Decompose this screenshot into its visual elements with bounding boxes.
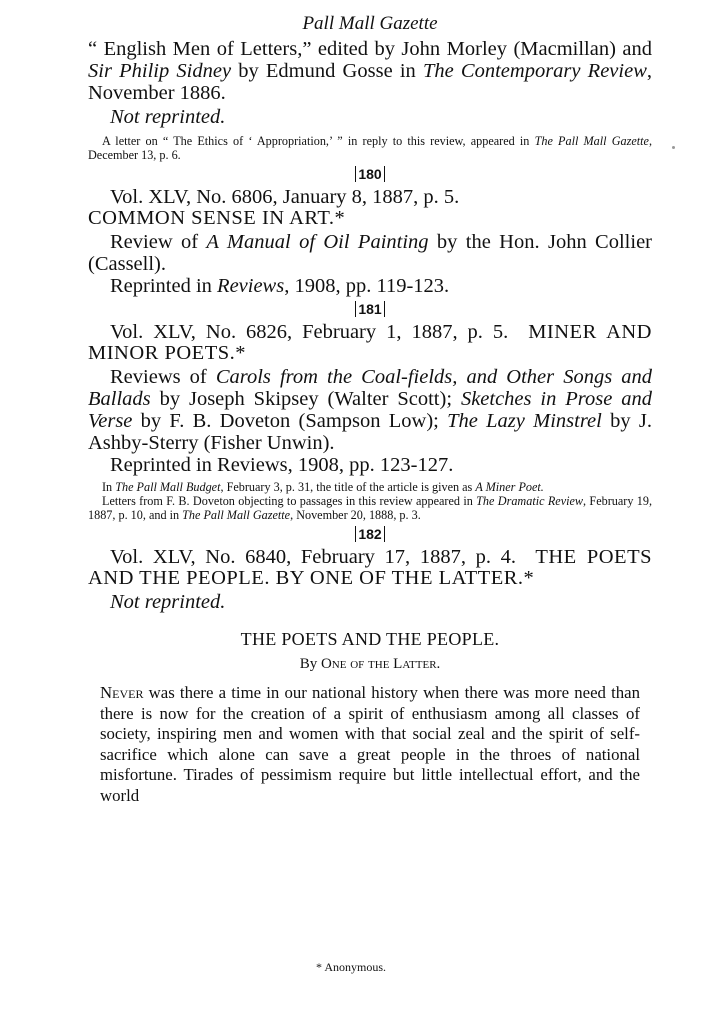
entry-181-reprint: Reprinted in Reviews, 1908, pp. 123-127.	[110, 454, 454, 476]
entry-180-body	[88, 231, 652, 275]
byline-author: One of the Latter.	[320, 656, 441, 672]
entry-head-text: Vol. XLV, No. 6840, February 17, 1887, p. 4.	[110, 546, 517, 568]
entry-title-text: THE POETS AND THE PEOPLE. BY ONE OF THE LATTER.*	[88, 546, 652, 589]
article-first-word: Never	[100, 683, 144, 702]
entry-181-note-1	[88, 480, 652, 494]
article-title: THE POETS AND THE PEOPLE.	[240, 629, 500, 649]
status-text: Not reprinted.	[110, 591, 226, 613]
title-segment: Reviews	[217, 275, 285, 297]
text-segment: , November 1886.	[88, 60, 652, 104]
text-segment: Reviews of	[110, 366, 216, 388]
title-segment: The Lazy Minstrel	[447, 410, 602, 432]
text-segment: “ English Men of Letters,” edited by John Morley (Macmillan) and	[88, 38, 652, 60]
entry-number-label: 182	[355, 526, 384, 542]
entry-180-head	[88, 187, 652, 208]
article-body-text: was there a time in our national history when there was more need than there is now for the creation of a spirit of enthusiasm among all classes of society, inspiring men and women with that social zeal and the spirit of self-sacrifice which alone can save a great people in the throes of national misfortune. Tirades of pessimism require but little intellectual effort, and the world	[100, 683, 640, 805]
entry-head-text: Vol. XLV, No. 6826, February 1, 1887, p. 5.	[110, 321, 509, 343]
title-segment: The Dramatic Review	[476, 494, 584, 508]
title-segment: A Miner Poet.	[475, 480, 544, 494]
entry-number-label: 181	[355, 301, 384, 317]
entry-number	[88, 298, 652, 321]
title-segment: Sir Philip Sidney	[88, 60, 232, 82]
page	[88, 12, 652, 806]
entry-title-text: MINER AND MINOR POETS.*	[88, 321, 652, 364]
text-segment: A letter on “ The Ethics of ‘ Appropriation,’ ” in reply to this review, appeared in	[102, 134, 535, 148]
text-segment: by Joseph Skipsey (Walter Scott);	[150, 388, 461, 410]
entry-179-body	[88, 38, 652, 104]
footnote: * Anonymous.	[315, 960, 386, 974]
entry-number	[88, 523, 652, 546]
title-segment: A Manual of Oil Painting	[206, 231, 429, 253]
text-segment: by Edmund Gosse in	[231, 60, 423, 82]
entry-182-status	[88, 591, 652, 613]
byline-by: By	[299, 656, 321, 672]
entry-181-head	[88, 322, 652, 364]
text-segment: by the Hon. John Collier (Cassell).	[88, 231, 652, 275]
stray-mark	[672, 146, 675, 149]
entry-head-text: Vol. XLV, No. 6806, January 8, 1887, p. 5.	[110, 186, 460, 208]
entry-180-reprint	[88, 275, 652, 297]
title-segment: The Contemporary Review	[422, 60, 647, 82]
entry-180-title: COMMON SENSE IN ART.*	[88, 207, 346, 229]
text-segment: by J. Ashby-Sterry (Fisher Unwin).	[88, 410, 652, 454]
title-segment: Sketches in Prose and Verse	[88, 388, 652, 432]
entry-179-note	[88, 134, 652, 162]
title-segment: The Pall Mall Gazette	[182, 508, 291, 522]
text-segment: In	[102, 480, 116, 494]
entry-179-status	[88, 106, 652, 128]
entry-number-label: 180	[355, 166, 384, 182]
text-segment: , 1908, pp. 119-123.	[284, 275, 450, 297]
title-segment: The Pall Mall Gazette	[534, 134, 649, 148]
text-segment: Reprinted in	[110, 275, 218, 297]
title-segment: Carols from the Coal-fields, and Other Songs and Ballads	[88, 366, 652, 410]
text-segment: by F. B. Doveton (Sampson Low);	[132, 410, 448, 432]
entry-number	[88, 163, 652, 186]
text-segment: , February 3, p. 31, the title of the article is given as	[220, 480, 476, 494]
text-segment: , November 20, 1888, p. 3.	[290, 508, 421, 522]
text-segment: Letters from F. B. Doveton objecting to passages in this review appeared in	[102, 494, 477, 508]
text-segment: , February 19, 1887, p. 10, and in	[88, 494, 652, 522]
title-segment: The Pall Mall Budget	[115, 480, 221, 494]
running-head: Pall Mall Gazette	[302, 13, 438, 34]
entry-182-head	[88, 547, 652, 589]
text-segment: Review of	[110, 231, 207, 253]
entry-181-body	[88, 366, 652, 454]
entry-181-note-2	[88, 494, 652, 522]
status-text: Not reprinted.	[110, 106, 226, 128]
text-segment: , December 13, p. 6.	[88, 134, 652, 162]
article-body	[100, 683, 640, 806]
article-byline	[88, 653, 652, 675]
